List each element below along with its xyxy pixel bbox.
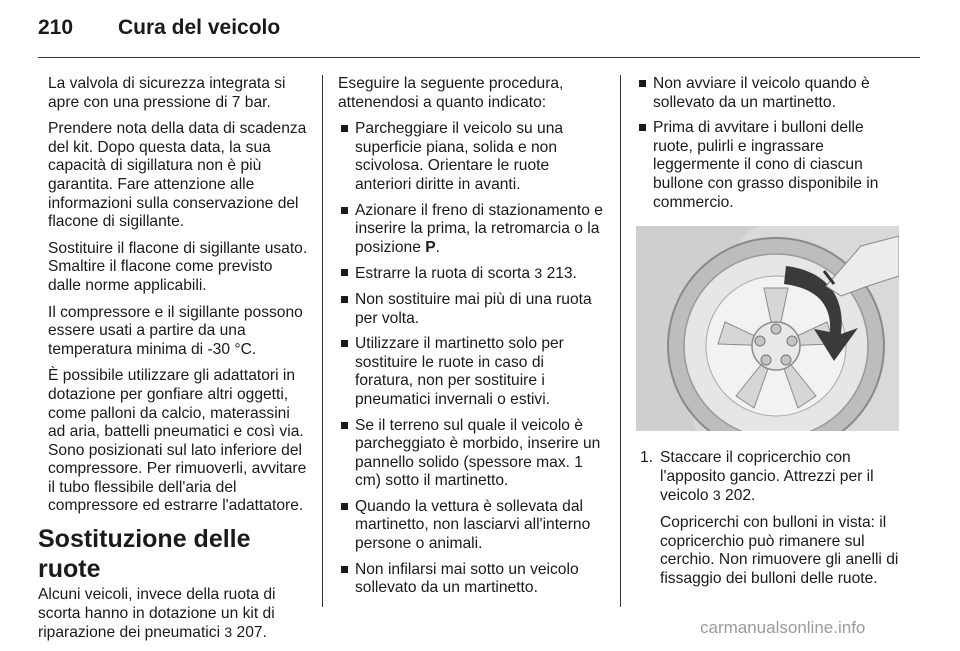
list-item xyxy=(338,335,606,409)
list-item-text: Estrarre la ruota di scorta xyxy=(355,265,531,283)
paragraph: Prendere nota della data di scadenza del kit. Dopo questa data, la sua capacità di sigillatura non è più garantita. Fare attenzione alle informazioni sulla conservazione del flacone di sigillante. xyxy=(48,120,307,231)
reference-arrow-icon[interactable]: 3 xyxy=(712,487,721,504)
column-2 xyxy=(338,75,606,605)
step-note: Copricerchi con bulloni in vista: il copricerchio può rimanere sul cerchio. Non rimuovere gli anelli di fissaggio dei bulloni delle ruote. xyxy=(660,513,899,587)
list-item-text: Non infilarsi mai sotto un veicolo sollevato da un martinetto. xyxy=(355,560,579,597)
page-reference[interactable]: 213. xyxy=(546,265,577,283)
bullet-square-icon xyxy=(341,422,348,429)
page-header xyxy=(38,16,920,50)
bullet-square-icon xyxy=(341,296,348,303)
list-item-text: Se il terreno sul quale il veicolo è parcheggiato è morbido, inserire un pannello solido (spessore max. 1 cm) sotto il martinetto. xyxy=(355,416,601,490)
column-1 xyxy=(38,75,308,651)
bullet-list xyxy=(338,120,606,598)
list-item-text: Prima di avvitare i bulloni delle ruote, pulirli e ingrassare leggermente il cono di ciascun bullone con grasso disponibile in commercio. xyxy=(653,119,879,211)
step-text-body: Staccare il copricerchio con l'apposito gancio. Attrezzi per il veicolo xyxy=(660,449,874,505)
step-list xyxy=(636,449,904,588)
list-item xyxy=(338,291,606,328)
list-item xyxy=(338,264,606,284)
list-item xyxy=(338,120,606,194)
bullet-square-icon xyxy=(639,124,646,131)
section-text-body: Alcuni veicoli, invece della ruota di scorta hanno in dotazione un kit di riparazione dei pneumatici xyxy=(38,586,276,642)
paragraph: È possibile utilizzare gli adattatori in dotazione per gonfiare altri oggetti, come palloni da calcio, materassini ad aria, battelli pneumatici e così via. Sono posizionati sul lato inferiore del compressore. Per rimuoverli, avvitare il tubo flessibile dell'aria del compressore ed estrarre l'adattatore. xyxy=(48,367,307,515)
step-text xyxy=(660,449,904,506)
bullet-square-icon xyxy=(341,340,348,347)
gear-position: P xyxy=(425,238,436,256)
list-item xyxy=(338,417,606,491)
header-divider xyxy=(38,57,920,58)
bullet-square-icon xyxy=(341,269,348,276)
section-heading: Sostituzione delle ruote xyxy=(38,525,251,584)
list-item-text: Utilizzare il martinetto solo per sostituire le ruote in caso di foratura, non per sostituire i pneumatici invernali o estivi. xyxy=(355,335,564,408)
wheel-cover-removal-illustration xyxy=(636,226,899,431)
bullet-square-icon xyxy=(341,207,348,214)
paragraph: Sostituire il flacone di sigillante usato. Smaltire il flacone come previsto dalle norme applicabili. xyxy=(48,239,308,294)
paragraph: La valvola di sicurezza integrata si apre con una pressione di 7 bar. xyxy=(48,75,286,111)
list-item xyxy=(636,75,904,112)
column-divider xyxy=(620,75,621,607)
page-reference[interactable]: 202. xyxy=(725,487,756,505)
list-item-text: Azionare il freno di stazionamento e inserire la prima, la retromarcia o la posizione xyxy=(355,201,603,256)
bullet-square-icon xyxy=(341,503,348,510)
reference-arrow-icon[interactable]: 3 xyxy=(224,624,233,641)
bullet-square-icon xyxy=(639,80,646,87)
list-item-text: Parcheggiare il veicolo su una superficie piana, solida e non scivolosa. Orientare le ruote anteriori diritte in avanti. xyxy=(355,120,564,193)
column-divider xyxy=(322,75,323,607)
step-item xyxy=(636,449,904,588)
section-text xyxy=(38,586,308,643)
bullet-list xyxy=(636,75,904,212)
list-item-text: Quando la vettura è sollevata dal martinetto, non lasciarvi all'interno persone o animali. xyxy=(355,497,591,553)
page-number: 210 xyxy=(38,16,74,39)
list-item-text: Non avviare il veicolo quando è sollevato da un martinetto. xyxy=(653,75,870,111)
intro-text: Eseguire la seguente procedura, attenendosi a quanto indicato: xyxy=(338,75,564,111)
list-item xyxy=(338,561,606,598)
page-reference[interactable]: 207. xyxy=(236,624,267,642)
page-title: Cura del veicolo xyxy=(118,16,281,39)
bullet-square-icon xyxy=(341,566,348,573)
reference-arrow-icon[interactable]: 3 xyxy=(534,265,543,282)
list-item-text: Non sostituire mai più di una ruota per volta. xyxy=(355,290,592,327)
list-item xyxy=(338,498,606,554)
bullet-square-icon xyxy=(341,125,348,132)
watermark: carmanualsonline.info xyxy=(700,618,866,637)
column-3 xyxy=(636,75,904,596)
paragraph: Il compressore e il sigillante possono essere usati a partire da una temperatura minima di -30 °C. xyxy=(48,303,303,358)
list-item: Azionare il freno di stazionamento e inserire la prima, la retromarcia o la posizione P. xyxy=(338,202,606,258)
list-item xyxy=(636,119,904,212)
step-number: 1. xyxy=(640,449,654,467)
